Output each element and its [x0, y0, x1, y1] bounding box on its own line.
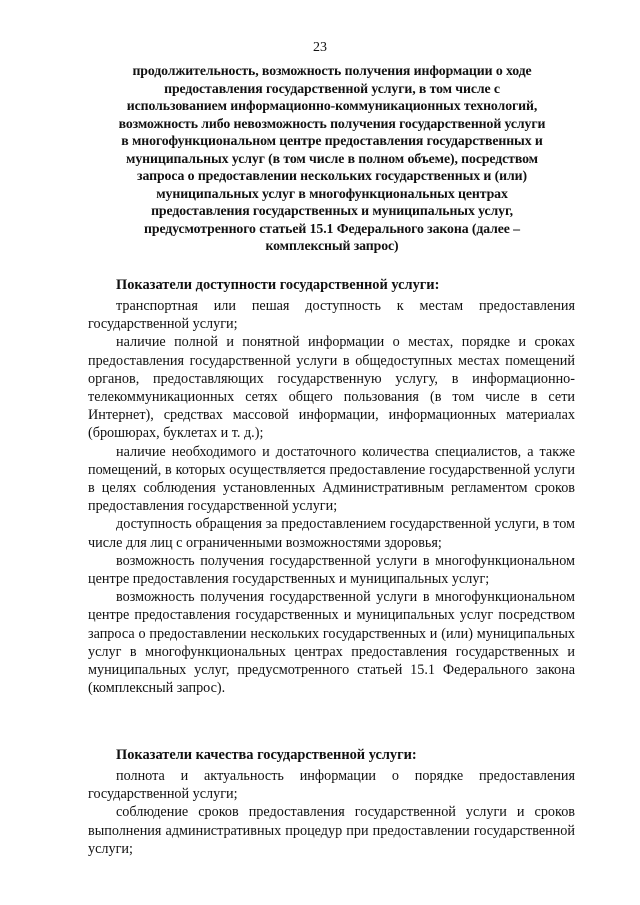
- quality-title: Показатели качества государственной услуги:: [116, 747, 417, 763]
- heading-line: запроса о предоставлении нескольких государственных и (или): [137, 168, 527, 183]
- heading-line: комплексный запрос): [265, 238, 399, 253]
- accessibility-title: Показатели доступности государственной услуги:: [116, 277, 440, 293]
- heading-line: муниципальных услуг (в том числе в полном объеме), посредством: [126, 150, 538, 166]
- heading-line: использованием информационно-коммуникационных технологий,: [126, 98, 538, 113]
- heading-line: предоставления государственных и муниципальных услуг,: [151, 203, 513, 218]
- accessibility-item: возможность получения государственной услуги в многофункциональном центре предоставления государственных и муниципальных услуг посредством запроса о предоставлении нескольких государственных и (или) муниципальных услуг в многофункциональных центрах предоставления государственных и муниципальных услуг, предусмотренного статьей 15.1 Федерального закона (комплексный запрос).: [88, 589, 575, 697]
- accessibility-item: наличие полной и понятной информации о местах, порядке и сроках предоставления государственной услуги в общедоступных местах помещений органов, предоставляющих государственную услугу, в информационно-телекоммуникационных сетях общего пользования (в том числе в сети Интернет), средствах массовой информации, информационных материалах (брошюрах, буклетах и т. д.);: [88, 334, 575, 442]
- quality-item: полнота и актуальность информации о порядке предоставления государственной услуги;: [88, 768, 575, 803]
- quality-section: [88, 746, 575, 858]
- accessibility-item: возможность получения государственной услуги в многофункциональном центре предоставления государственных и муниципальных услуг;: [88, 552, 575, 588]
- heading-line: продолжительность, возможность получения информации о ходе: [132, 63, 532, 78]
- heading-line: предоставления государственной услуги, в том числе с: [164, 80, 500, 96]
- accessibility-item: доступность обращения за предоставлением государственной услуги, в том числе для лиц с ограниченными возможностями здоровья;: [88, 516, 575, 551]
- accessibility-item: транспортная или пешая доступность к местам предоставления государственной услуги;: [88, 298, 575, 333]
- page-number: 23: [313, 40, 327, 55]
- heading-line: предусмотренного статьей 15.1 Федерального закона (далее –: [144, 220, 520, 236]
- accessibility-item: наличие необходимого и достаточного количества специалистов, а также помещений, в которых осуществляется предоставление государственной услуги в целях соблюдения установленных Административным регламентом сроков предоставления государственной услуги;: [88, 443, 575, 515]
- heading-line: в многофункциональном центре предоставления государственных и: [121, 133, 543, 148]
- section-heading: [90, 62, 574, 255]
- heading-line: муниципальных услуг в многофункциональных центрах: [156, 185, 508, 201]
- quality-item: соблюдение сроков предоставления государственной услуги и сроков выполнения административных процедур при предоставлении государственной услуги;: [88, 804, 575, 857]
- heading-line: возможность либо невозможность получения государственной услуги: [118, 115, 546, 131]
- accessibility-section: [88, 276, 575, 697]
